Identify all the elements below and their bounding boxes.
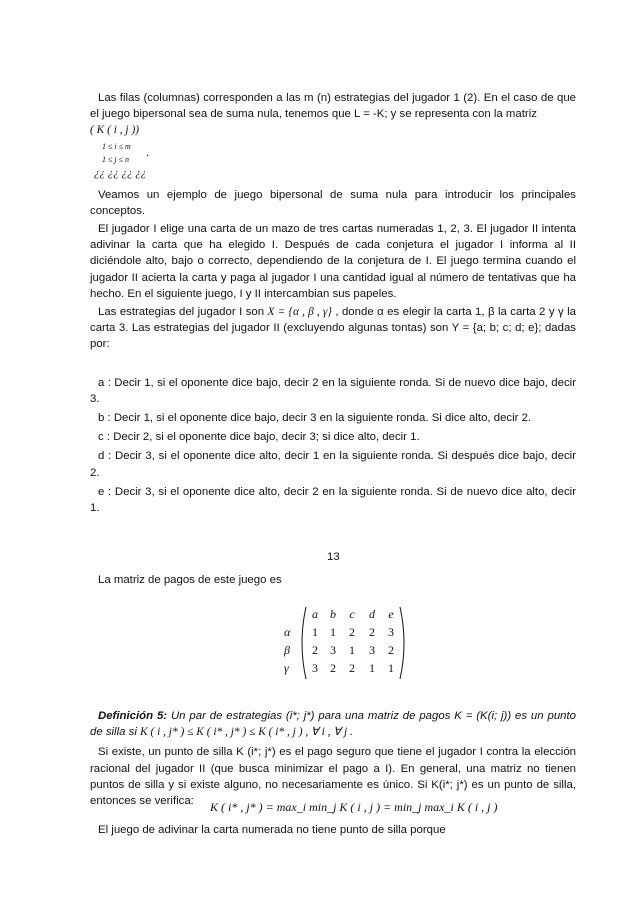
matrix-expression: ( K ( i , j )) [90,124,140,137]
matrix-header: c [349,607,355,621]
matrix-header: b [330,607,336,621]
paragraph-definition-5: Definición 5: Un par de estrategias (i*; j*) para una matriz de pagos K = (K(i; j)) es un punto de silla si K ( i , j* ) ≤ K ( i* , j* ) ≤ K ( i* , j ) , ∀ i , ∀ j . [90,710,576,739]
row-label-beta: β [284,643,290,657]
row-label-alpha: α [284,625,291,639]
text-block-top [90,90,576,516]
period: . [146,146,150,159]
matrix-cell: 2 [312,643,318,657]
paragraph-payoff-intro: La matriz de pagos de este juego es [98,574,282,586]
matrix-header: a [312,607,318,621]
matrix-cell: 1 [330,625,336,639]
strategy-item-d: d : Decir 3, si el oponente dice alto, decir 1 en la siguiente ronda. Si después dice bajo, decir 2. [90,450,576,479]
matrix-cell: 2 [369,625,375,639]
matrix-cell: 1 [369,661,375,675]
strategy-item-b: b : Decir 1, si el oponente dice bajo, decir 3 en la siguiente ronda. Si dice alto, decir 2. [98,412,532,425]
paragraph-no-saddle: El juego de adivinar la carta numerada no tiene punto de silla porque [98,824,446,836]
text-block-bottom [90,708,576,809]
paragraph-strategies: Las estrategias del jugador I son X = {α , β , γ} , donde α es elegir la carta 1, β la carta 2 y γ la carta 3. Las estrategias del jugador II (excluyendo algunas tontas) son Y = {a; b; c; d; e}; dadas por: [90,306,576,351]
saddle-point-condition: K ( i , j* ) ≤ K ( i* , j* ) ≤ K ( i* , j ) , ∀ i , ∀ j . [140,726,353,739]
strategy-item-e: e : Decir 3, si el oponente dice alto, decir 2 en la siguiente ronda. Si de nuevo dice alto, decir 1. [90,485,576,515]
condition-j: 1 ≤ j ≤ n [102,154,130,164]
paragraph-example-intro: Veamos un ejemplo de juego bipersonal de suma nula para introducir los principales conceptos. [90,188,576,217]
matrix-cell: 3 [312,661,318,675]
paragraph-matrix-definition: Las filas (columnas) corresponden a las m (n) estrategias del jugador 1 (2). En el caso de que el juego bipersonal sea de suma nula, tenemos que L = -K; y se representa con la matriz [90,92,576,121]
strategy-item-c: c : Decir 2, si el oponente dice bajo, decir 3; si dice alto, decir 1. [98,431,420,444]
row-label-gamma: γ [284,661,289,675]
matrix-cell: 2 [349,661,355,675]
matrix-cell: 2 [330,661,336,675]
garbled-glyphs: ¿¿ ¿¿ ¿¿ ¿¿ [94,166,147,179]
matrix-cell: 3 [330,643,336,657]
matrix-cell: 1 [349,643,355,657]
minimax-formula: K ( i* , j* ) = max_i min_j K ( i , j ) = min_j max_i K ( i , j ) [210,800,498,814]
matrix-cell: 2 [349,625,355,639]
matrix-cell: 3 [388,625,394,639]
strategy-set: X = {α , β , γ} [267,306,332,319]
matrix-header: e [388,607,394,621]
condition-i: 1 ≤ i ≤ m [102,141,131,151]
payoff-matrix [280,603,410,683]
text-block-last [90,822,576,838]
matrix-header: d [369,607,375,621]
matrix-cell: 1 [388,661,394,675]
matrix-cell: 3 [369,643,375,657]
payoff-intro [90,572,576,588]
matrix-cell: 1 [312,625,318,639]
paragraph-saddle-point: Si existe, un punto de silla K (i*; j*) es el pago seguro que tiene el jugador I contra la elección racional del jugador II (que busca minimizar el pago a I). En general, una matriz no tienen puntos de silla y si existe alguno, no necesariamente es único. Si K(i*; j*) es un punto de silla, entonces se verifica: [90,746,576,808]
page-number: 13 [327,551,340,563]
definition-title: Definición 5: [98,710,168,722]
paragraph-game-description: El jugador I elige una carta de un mazo de tres cartas numeradas 1, 2, 3. El jugador II intenta adivinar la carta que ha elegido I. Después de cada conjetura el jugador I informa al II diciéndole alto, bajo o correcto, dependiendo de la conjetura de I. El juego termina cuando el jugador II acierta la carta y paga al jugador I una cantidad igual al número de tentativas que ha hecho. En el siguiente juego, I y II intercambian sus papeles. [90,223,576,300]
strategy-item-a: a : Decir 1, si el oponente dice bajo, decir 2 en la siguiente ronda. Si de nuevo dice bajo, decir 3. [90,376,576,405]
matrix-subscripts [90,139,576,179]
matrix-cell: 2 [388,643,394,657]
